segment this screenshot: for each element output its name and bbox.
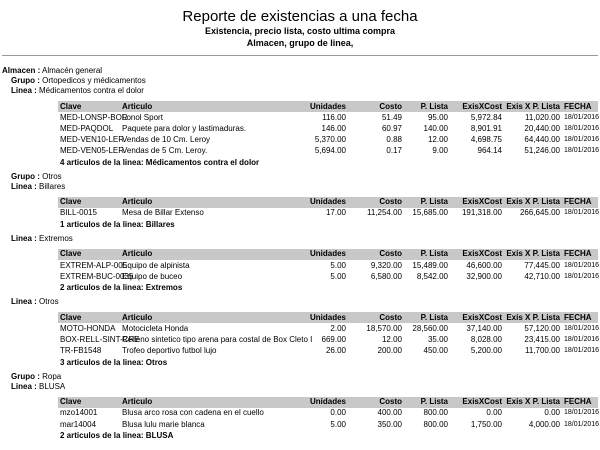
cell-p-lista: 28,560.00 [412, 323, 448, 333]
cell-exis-x-p-lista: 0.00 [544, 408, 560, 418]
cell-unidades: 17.00 [325, 208, 346, 218]
cell-articulo: Motocicleta Honda [122, 323, 189, 333]
table-header-row [58, 101, 598, 112]
cell-costo: 400.00 [377, 408, 402, 418]
line-name: BLUSA [36, 381, 66, 391]
group-label: Grupo : [11, 371, 40, 381]
cell-clave: MED-VEN05-LER [60, 146, 125, 156]
line-name: Otros [36, 297, 59, 307]
column-header-exis-x-cost: ExisXCost [450, 197, 504, 208]
column-header-clave: Clave [58, 249, 120, 260]
table-header-row [58, 312, 598, 323]
column-header-p-lista: P. Lista [404, 249, 450, 260]
cell-exis-x-p-lista: 11,020.00 [525, 112, 560, 122]
cell-fecha: 18/01/2016 [564, 336, 600, 344]
line-name: Extremos [36, 233, 73, 243]
column-header-articulo: Articulo [120, 197, 288, 208]
column-header-fecha: FECHA [562, 197, 598, 208]
items-table [58, 312, 598, 357]
cell-unidades: 5.00 [330, 271, 346, 281]
group-list [0, 76, 600, 441]
cell-unidades: 26.00 [325, 346, 346, 356]
line-label: Linea : [11, 233, 37, 243]
line-block [0, 234, 600, 293]
column-header-unidades: Unidades [288, 101, 348, 112]
cell-exis-x-cost: 1,750.00 [470, 419, 502, 429]
cell-exis-x-cost: 964.14 [477, 146, 502, 156]
cell-exis-x-cost: 191,318.00 [461, 208, 502, 218]
column-header-clave: Clave [58, 397, 120, 408]
column-header-clave: Clave [58, 101, 120, 112]
cell-fecha: 18/01/2016 [564, 420, 600, 428]
column-header-fecha: FECHA [562, 249, 598, 260]
cell-articulo: Vendas de 10 Cm. Leroy [122, 134, 211, 144]
line-header [0, 382, 600, 392]
column-header-articulo: Articulo [120, 397, 288, 408]
column-header-costo: Costo [348, 197, 404, 208]
column-header-costo: Costo [348, 312, 404, 323]
cell-p-lista: 800.00 [423, 408, 448, 418]
table-row [58, 408, 598, 419]
line-label: Linea : [11, 381, 37, 391]
table-row [58, 271, 598, 282]
cell-exis-x-p-lista: 64,440.00 [524, 134, 560, 144]
cell-fecha: 18/01/2016 [564, 409, 600, 417]
cell-costo: 350.00 [377, 419, 402, 429]
line-label: Linea : [11, 297, 37, 307]
table-row [58, 419, 598, 430]
cell-costo: 18,570.00 [366, 323, 402, 333]
column-header-exis-x-cost: ExisXCost [450, 312, 504, 323]
group-label: Grupo : [11, 171, 40, 181]
report-subtitle-1: Existencia, precio lista, costo ultima compra [204, 26, 396, 36]
cell-costo: 12.00 [381, 335, 402, 345]
line-total: 4 articulos de la linea: Médicamentos contra el dolor [60, 157, 260, 167]
cell-exis-x-p-lista: 57,120.00 [524, 323, 560, 333]
cell-articulo: Trofeo deportivo futbol lujo [122, 346, 217, 356]
cell-p-lista: 8,542.00 [416, 271, 448, 281]
column-header-exis-x-p-lista: Exis X P. Lista [504, 197, 562, 208]
cell-p-lista: 450.00 [423, 346, 448, 356]
cell-exis-x-p-lista: 23,415.00 [524, 335, 560, 345]
line-name: Billares [36, 181, 66, 191]
cell-unidades: 5,694.00 [314, 146, 346, 156]
cell-clave: mar14004 [60, 419, 97, 429]
cell-costo: 0.88 [386, 134, 402, 144]
items-table [58, 197, 598, 219]
cell-p-lista: 140.00 [423, 123, 448, 133]
table-row [58, 146, 598, 157]
cell-clave: TR-FB1548 [60, 346, 102, 356]
table-row [58, 335, 598, 346]
table-row [58, 260, 598, 271]
cell-exis-x-cost: 5,200.00 [470, 346, 502, 356]
group-block [0, 172, 600, 368]
cell-unidades: 5.00 [330, 419, 346, 429]
cell-clave: BOX-RELL-SINT-CRE [60, 335, 140, 345]
column-header-unidades: Unidades [288, 397, 348, 408]
cell-fecha: 18/01/2016 [564, 261, 600, 269]
column-header-exis-x-p-lista: Exis X P. Lista [504, 249, 562, 260]
cell-clave: MOTO-HONDA [60, 323, 116, 333]
cell-fecha: 18/01/2016 [564, 135, 600, 143]
cell-exis-x-cost: 46,600.00 [466, 260, 502, 270]
column-header-articulo: Articulo [120, 249, 288, 260]
table-header-row [58, 197, 598, 208]
group-block [0, 76, 600, 168]
column-header-p-lista: P. Lista [404, 312, 450, 323]
group-name: Ropa [39, 371, 62, 381]
cell-exis-x-p-lista: 51,246.00 [524, 146, 560, 156]
cell-unidades: 2.00 [330, 323, 346, 333]
line-total: 1 articulos de la linea: Billares [60, 219, 175, 229]
group-header [0, 372, 600, 382]
line-total: 2 articulos de la linea: BLUSA [60, 431, 174, 441]
cell-clave: MED-LONSP-BOR [60, 112, 128, 122]
cell-exis-x-cost: 4,698.75 [470, 134, 502, 144]
group-header [0, 172, 600, 182]
column-header-unidades: Unidades [288, 312, 348, 323]
column-header-exis-x-p-lista: Exis X P. Lista [504, 312, 562, 323]
cell-articulo: Lonol Sport [122, 112, 163, 122]
column-header-articulo: Articulo [120, 312, 288, 323]
table-row [58, 112, 598, 123]
line-label: Linea : [11, 86, 37, 95]
table-row [58, 134, 598, 145]
cell-fecha: 18/01/2016 [564, 124, 600, 132]
line-block [0, 382, 600, 441]
line-block [0, 297, 600, 368]
cell-exis-x-p-lista: 42,710.00 [524, 271, 560, 281]
column-header-articulo: Articulo [120, 101, 288, 112]
cell-exis-x-p-lista: 20,440.00 [524, 123, 560, 133]
cell-exis-x-cost: 37,140.00 [466, 323, 502, 333]
line-header [0, 86, 600, 96]
line-block [0, 86, 600, 168]
column-header-fecha: FECHA [562, 101, 598, 112]
cell-fecha: 18/01/2016 [564, 147, 600, 155]
report-body [0, 66, 600, 445]
cell-costo: 60.97 [381, 123, 402, 133]
column-header-costo: Costo [348, 101, 404, 112]
cell-clave: BILL-0015 [60, 208, 97, 218]
cell-costo: 0.17 [386, 146, 402, 156]
cell-articulo: Blusa lulu marie blanca [122, 419, 205, 429]
table-row [58, 123, 598, 134]
cell-exis-x-cost: 8,901.91 [470, 123, 502, 133]
line-total: 2 articulos de la linea: Extremos [60, 283, 183, 293]
column-header-exis-x-cost: ExisXCost [450, 249, 504, 260]
line-name: Médicamentos contra el dolor [36, 86, 144, 95]
cell-unidades: 146.00 [321, 123, 346, 133]
cell-p-lista: 800.00 [423, 419, 448, 429]
column-header-exis-x-cost: ExisXCost [450, 397, 504, 408]
line-header [0, 234, 600, 244]
cell-p-lista: 12.00 [427, 134, 448, 144]
cell-unidades: 5,370.00 [314, 134, 346, 144]
cell-clave: EXTREM-ALP-005 [60, 260, 128, 270]
cell-costo: 200.00 [377, 346, 402, 356]
cell-fecha: 18/01/2016 [564, 324, 600, 332]
cell-unidades: 116.00 [322, 112, 346, 122]
group-name: Otros [39, 171, 62, 181]
almacen-label: Almacen : [2, 66, 41, 75]
cell-exis-x-cost: 8,028.00 [470, 335, 502, 345]
cell-fecha: 18/01/2016 [564, 209, 600, 217]
table-header-row [58, 397, 598, 408]
line-total: 3 articulos de la linea: Otros [60, 357, 168, 367]
cell-clave: mzo14001 [60, 408, 98, 418]
table-row [58, 346, 598, 357]
table-row [58, 208, 598, 219]
group-name: Ortopedicos y médicamentos [39, 76, 146, 85]
cell-articulo: Relleno sintetico tipo arena para costal de Box Cleto I [122, 335, 313, 345]
column-header-clave: Clave [58, 197, 120, 208]
column-header-costo: Costo [348, 397, 404, 408]
column-header-fecha: FECHA [562, 397, 598, 408]
cell-costo: 11,254.00 [367, 208, 402, 218]
column-header-p-lista: P. Lista [404, 397, 450, 408]
cell-fecha: 18/01/2016 [564, 347, 600, 355]
column-header-p-lista: P. Lista [404, 101, 450, 112]
cell-clave: EXTREM-BUC-0035 [60, 271, 134, 281]
column-header-fecha: FECHA [562, 312, 598, 323]
items-table [58, 397, 598, 430]
group-label: Grupo : [11, 76, 40, 85]
cell-costo: 51.49 [381, 112, 402, 122]
column-header-exis-x-cost: ExisXCost [450, 101, 504, 112]
table-header-row [58, 249, 598, 260]
cell-clave: MED-VEN10-LER [60, 134, 125, 144]
cell-exis-x-cost: 32,900.00 [466, 271, 502, 281]
cell-exis-x-p-lista: 4,000.00 [528, 419, 560, 429]
cell-p-lista: 9.00 [432, 146, 448, 156]
line-header [0, 182, 600, 192]
almacen-header [0, 66, 600, 76]
report-subtitle-2: Almacen, grupo de linea, [246, 38, 354, 48]
cell-articulo: Blusa arco rosa con cadena en el cuello [122, 408, 264, 418]
cell-costo: 6,580.00 [370, 271, 402, 281]
cell-fecha: 18/01/2016 [564, 272, 600, 280]
cell-articulo: Vendas de 5 Cm. Leroy. [122, 146, 208, 156]
cell-articulo: Mesa de Billar Extenso [122, 208, 204, 218]
report-title: Reporte de existencias a una fecha [182, 8, 418, 25]
cell-exis-x-p-lista: 11,700.00 [525, 346, 560, 356]
cell-exis-x-p-lista: 266,645.00 [519, 208, 560, 218]
column-header-clave: Clave [58, 312, 120, 323]
table-row [58, 323, 598, 334]
column-header-p-lista: P. Lista [404, 197, 450, 208]
column-header-costo: Costo [348, 249, 404, 260]
line-label: Linea : [11, 181, 37, 191]
column-header-unidades: Unidades [288, 197, 348, 208]
column-header-exis-x-p-lista: Exis X P. Lista [504, 397, 562, 408]
header-divider [2, 55, 598, 56]
items-table [58, 101, 598, 157]
cell-fecha: 18/01/2016 [564, 113, 600, 121]
group-block [0, 372, 600, 441]
line-block [0, 182, 600, 230]
line-header [0, 297, 600, 307]
column-header-unidades: Unidades [288, 249, 348, 260]
items-table [58, 249, 598, 282]
cell-unidades: 0.00 [330, 408, 346, 418]
cell-p-lista: 95.00 [427, 112, 448, 122]
cell-p-lista: 15,685.00 [412, 208, 448, 218]
cell-articulo: Equipo de alpinista [122, 260, 190, 270]
cell-p-lista: 15,489.00 [412, 260, 448, 270]
cell-exis-x-cost: 5,972.84 [470, 112, 502, 122]
cell-articulo: Paquete para dolor y lastimaduras. [122, 123, 247, 133]
column-header-exis-x-p-lista: Exis X P. Lista [504, 101, 562, 112]
cell-clave: MED-PAQDOL [60, 123, 114, 133]
cell-costo: 9,320.00 [370, 260, 402, 270]
cell-exis-x-cost: 0.00 [486, 408, 502, 418]
group-header [0, 76, 600, 86]
cell-articulo: Equipo de buceo [122, 271, 183, 281]
cell-p-lista: 35.00 [427, 335, 448, 345]
cell-exis-x-p-lista: 77,445.00 [524, 260, 560, 270]
almacen-name: Almacén general [42, 66, 103, 75]
cell-unidades: 669.00 [321, 335, 346, 345]
cell-unidades: 5.00 [330, 260, 346, 270]
